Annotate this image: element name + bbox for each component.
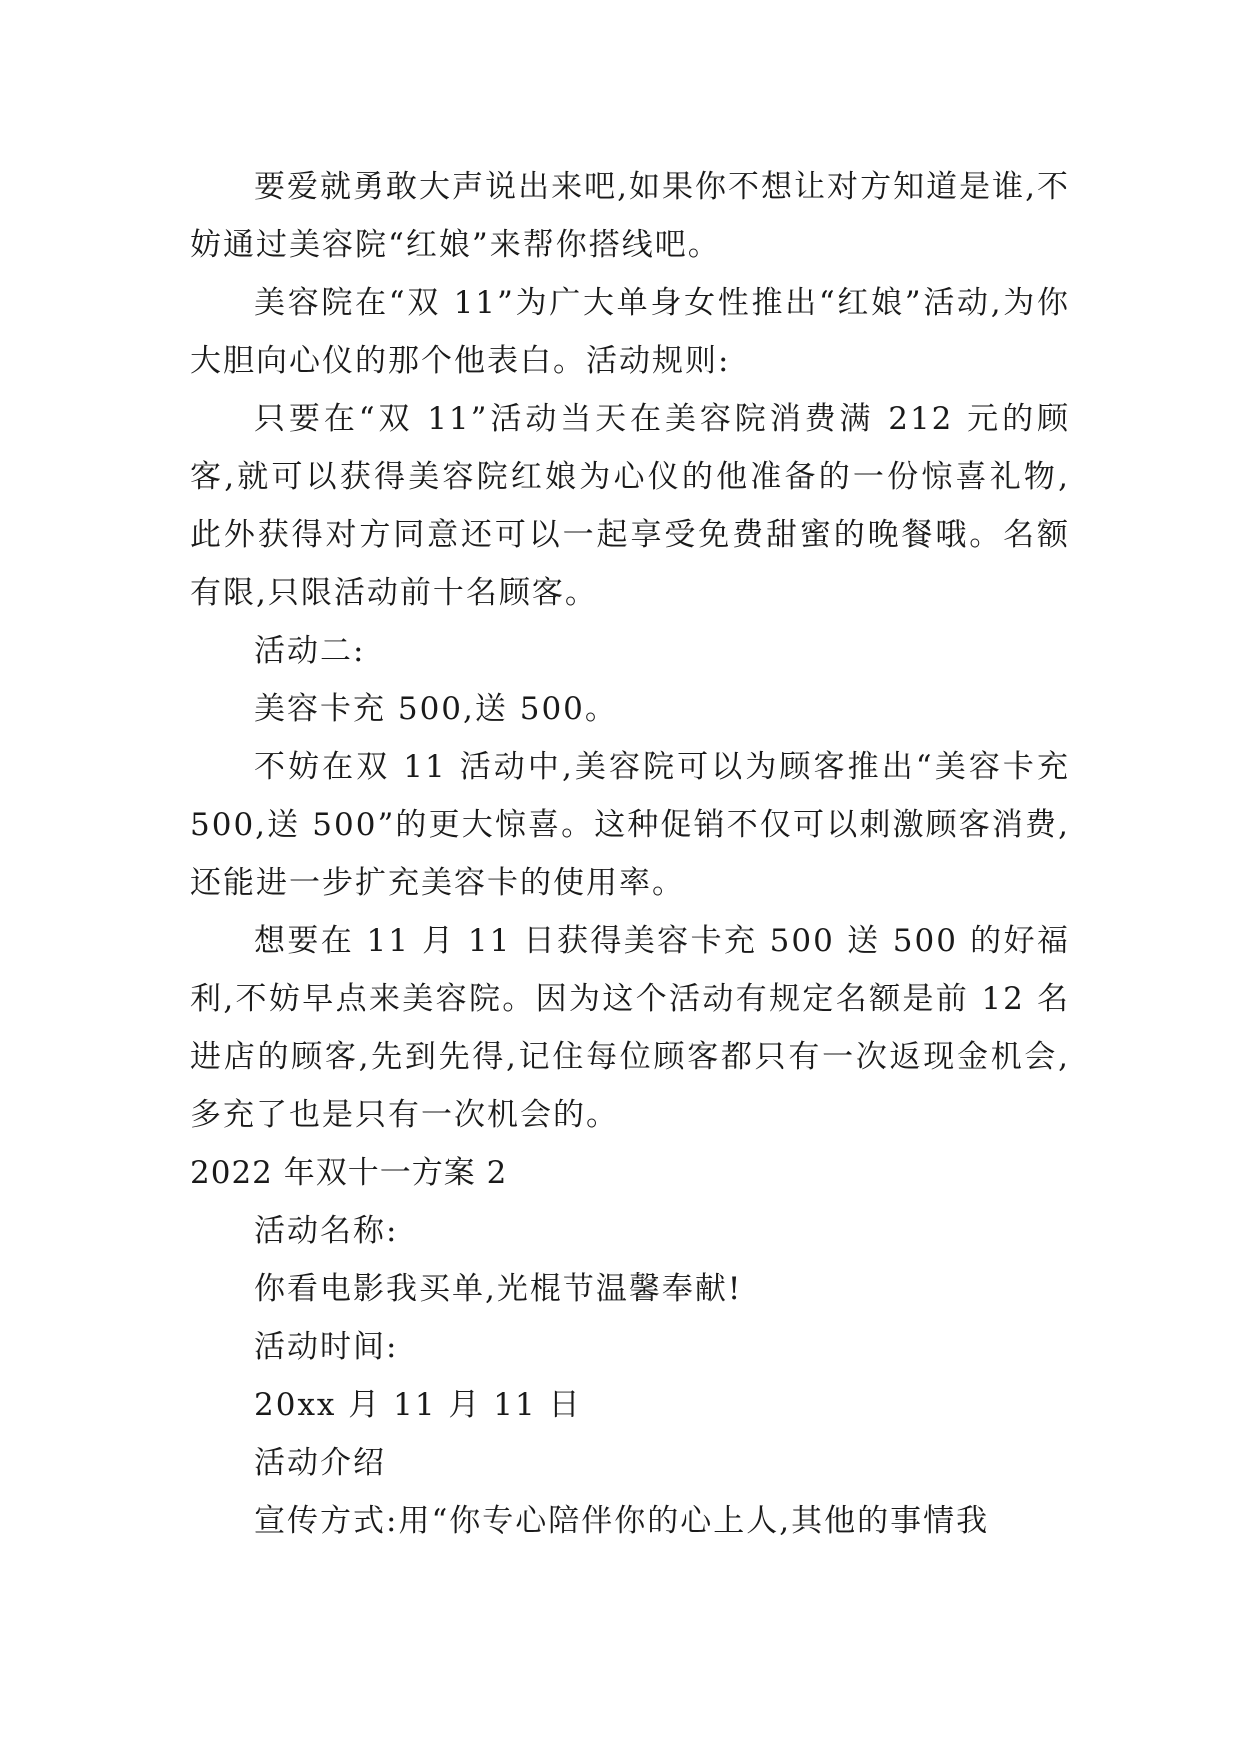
paragraph: 要爱就勇敢大声说出来吧,如果你不想让对方知道是谁,不妨通过美容院“红娘”来帮你搭线吧。 bbox=[190, 169, 1070, 263]
paragraph: 美容院在“双 11”为广大单身女性推出“红娘”活动,为你大胆向心仪的那个他表白。活动规则: bbox=[190, 285, 1070, 379]
paragraph: 活动时间: bbox=[254, 1329, 399, 1365]
paragraph: 美容卡充 500,送 500。 bbox=[254, 691, 618, 727]
paragraph: 活动二: bbox=[254, 633, 366, 669]
paragraph: 想要在 11 月 11 日获得美容卡充 500 送 500 的好福利,不妨早点来美容院。因为这个活动有规定名额是前 12 名进店的顾客,先到先得,记住每位顾客都只有一次返现金机会,多充了也是只有一次机会的。 bbox=[190, 923, 1070, 1133]
paragraph: 20xx 月 11 月 11 日 bbox=[254, 1387, 582, 1423]
paragraph: 不妨在双 11 活动中,美容院可以为顾客推出“美容卡充 500,送 500”的更大惊喜。这种促销不仅可以刺激顾客消费,还能进一步扩充美容卡的使用率。 bbox=[190, 749, 1070, 901]
document-body bbox=[190, 158, 1070, 1550]
paragraph: 宣传方式:用“你专心陪伴你的心上人,其他的事情我 bbox=[254, 1503, 990, 1539]
paragraph: 活动介绍 bbox=[254, 1445, 386, 1481]
paragraph: 你看电影我买单,光棍节温馨奉献! bbox=[254, 1271, 743, 1307]
section-heading: 2022 年双十一方案 2 bbox=[190, 1155, 508, 1191]
paragraph: 活动名称: bbox=[254, 1213, 399, 1249]
paragraph: 只要在“双 11”活动当天在美容院消费满 212 元的顾客,就可以获得美容院红娘为心仪的他准备的一份惊喜礼物,此外获得对方同意还可以一起享受免费甜蜜的晚餐哦。名额有限,只限活动前十名顾客。 bbox=[190, 401, 1070, 611]
